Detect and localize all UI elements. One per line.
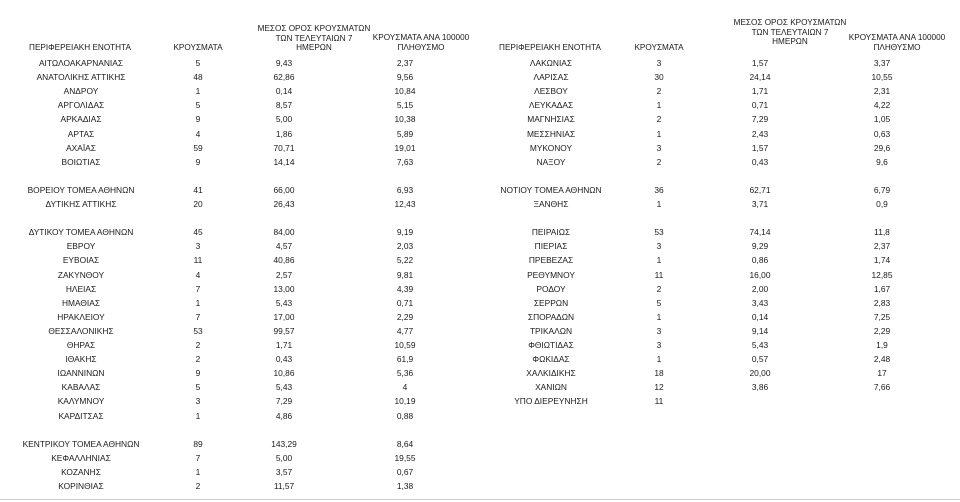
cell-avg7: 9,29 — [751, 241, 769, 252]
cell-per100k: 5,36 — [396, 368, 414, 379]
cell-cases: 1 — [195, 297, 201, 308]
cell-cases: 2 — [195, 340, 201, 350]
cell-per100k: 2,37 — [873, 241, 891, 252]
cell-avg7: 24,14 — [749, 72, 771, 83]
cell-per100k: 2,48 — [873, 354, 891, 365]
cell-region: ΠΡΕΒΕΖΑΣ — [528, 255, 574, 266]
cell-cases: 11 — [654, 269, 664, 280]
cell-region: ΚΕΦΑΛΛΗΝΙΑΣ — [51, 452, 111, 463]
page-bottom-edge — [0, 499, 960, 500]
cell-per100k: 6,93 — [396, 184, 414, 195]
cell-region: ΑΡΓΟΛΙΔΑΣ — [57, 100, 105, 111]
cell-cases: 53 — [193, 325, 203, 336]
header-region-right: ΠΕΡΙΦΕΡΕΙΑΚΗ ΕΝΟΤΗΤΑ — [499, 43, 601, 52]
cell-avg7: 0,14 — [751, 311, 769, 322]
cell-avg7: 5,43 — [275, 297, 293, 308]
cell-cases: 2 — [656, 86, 662, 97]
cell-avg7: 11,57 — [273, 481, 295, 491]
cell-cases: 3 — [656, 340, 662, 350]
cell-per100k: 5,15 — [396, 100, 414, 111]
cell-per100k: 9,6 — [876, 156, 888, 167]
cell-avg7: 40,86 — [273, 255, 295, 266]
header-avg7-left: ΜΕΣΟΣ ΟΡΟΣ ΚΡΟΥΣΜΑΤΩΝ ΤΩΝ ΤΕΛΕΥΤΑΙΩΝ 7 ΗΜΕΡΩΝ — [257, 24, 371, 52]
cell-per100k: 9,81 — [396, 269, 414, 280]
cell-region: ΘΕΣΣΑΛΟΝΙΚΗΣ — [48, 325, 114, 336]
cell-avg7: 4,57 — [275, 241, 293, 252]
cell-region: ΚΑΒΑΛΑΣ — [61, 382, 101, 393]
cell-region: ΧΑΛΚΙΔΙΚΗΣ — [526, 368, 576, 379]
cell-per100k: 19,55 — [394, 452, 416, 463]
cell-region: ΛΑΡΙΣΑΣ — [533, 72, 569, 83]
cell-region: ΞΑΝΘΗΣ — [533, 199, 569, 209]
cell-avg7: 3,86 — [751, 382, 769, 393]
header-per100k-right: ΚΡΟΥΣΜΑΤΑ ΑΝΑ 100000 ΠΛΗΘΥΣΜΟ — [848, 33, 946, 52]
cell-avg7: 0,86 — [751, 255, 769, 266]
cell-region: ΔΥΤΙΚΗΣ ΑΤΤΙΚΗΣ — [45, 199, 117, 209]
cell-avg7: 4,86 — [275, 410, 293, 421]
cell-cases: 9 — [195, 114, 201, 125]
cell-region: ΑΡΚΑΔΙΑΣ — [60, 114, 102, 125]
cell-cases: 48 — [193, 72, 203, 83]
cell-region: ΔΥΤΙΚΟΥ ΤΟΜΕΑ ΑΘΗΝΩΝ — [28, 227, 134, 238]
cell-per100k: 0,88 — [396, 410, 414, 421]
cell-region: ΜΥΚΟΝΟΥ — [529, 142, 573, 153]
cell-per100k: 19,01 — [394, 142, 416, 153]
cell-cases: 7 — [195, 283, 201, 294]
cell-region: ΑΝΑΤΟΛΙΚΗΣ ΑΤΤΙΚΗΣ — [36, 72, 126, 83]
cell-avg7: 13,00 — [273, 283, 295, 294]
cell-avg7: 20,00 — [749, 368, 771, 379]
cell-per100k: 8,64 — [396, 438, 414, 449]
cell-cases: 1 — [656, 100, 662, 111]
cell-avg7: 99,57 — [273, 325, 295, 336]
cell-per100k: 10,84 — [394, 86, 416, 97]
cell-region: ΜΑΓΝΗΣΙΑΣ — [527, 114, 575, 125]
cell-cases: 18 — [654, 368, 664, 379]
cell-per100k: 10,19 — [394, 396, 416, 407]
cell-region: ΧΑΝΙΩΝ — [535, 382, 567, 393]
cell-avg7: 8,57 — [275, 100, 293, 111]
cell-per100k: 4,39 — [396, 283, 414, 294]
cell-avg7: 74,14 — [749, 227, 771, 238]
cell-region: ΘΗΡΑΣ — [66, 340, 96, 350]
cell-cases: 12 — [654, 382, 664, 393]
cell-per100k: 7,25 — [873, 311, 891, 322]
cell-region: ΚΑΡΔΙΤΣΑΣ — [58, 410, 104, 421]
cell-per100k: 10,38 — [394, 114, 416, 125]
cell-avg7: 0,43 — [751, 156, 769, 167]
cell-avg7: 84,00 — [273, 227, 295, 238]
cell-per100k: 2,83 — [873, 297, 891, 308]
cell-per100k: 12,43 — [394, 199, 416, 209]
cell-avg7: 26,43 — [273, 199, 295, 209]
cell-cases: 7 — [195, 311, 201, 322]
cell-cases: 1 — [195, 86, 201, 97]
cell-cases: 9 — [195, 156, 201, 167]
header-cases-right: ΚΡΟΥΣΜΑΤΑ — [634, 43, 684, 52]
cell-cases: 11 — [654, 396, 664, 407]
cell-avg7: 17,00 — [273, 311, 295, 322]
cell-cases: 3 — [656, 142, 662, 153]
cell-region: ΑΝΔΡΟΥ — [63, 86, 99, 97]
cell-cases: 9 — [195, 368, 201, 379]
cell-region: ΡΕΘΥΜΝΟΥ — [527, 269, 575, 280]
cell-cases: 20 — [193, 199, 203, 209]
cell-per100k: 10,59 — [394, 340, 416, 350]
cell-cases: 41 — [193, 184, 203, 195]
cell-region: ΛΕΥΚΑΔΑΣ — [528, 100, 574, 111]
cell-region: ΗΜΑΘΙΑΣ — [61, 297, 101, 308]
cell-region: ΑΡΤΑΣ — [67, 128, 95, 139]
cell-per100k: 0,63 — [873, 128, 891, 139]
cell-region: ΕΥΒΟΙΑΣ — [62, 255, 100, 266]
cell-region: ΣΠΟΡΑΔΩΝ — [527, 311, 575, 322]
cell-cases: 2 — [195, 481, 201, 491]
cell-avg7: 0,71 — [751, 100, 769, 111]
cell-per100k: 1,05 — [873, 114, 891, 125]
cell-region: ΙΘΑΚΗΣ — [65, 354, 97, 365]
cell-region: ΑΧΑΪΑΣ — [66, 142, 96, 153]
cell-region: ΕΒΡΟΥ — [66, 241, 96, 252]
cell-avg7: 0,57 — [751, 354, 769, 365]
cell-cases: 3 — [656, 241, 662, 252]
cell-avg7: 1,57 — [751, 142, 769, 153]
cell-cases: 1 — [656, 128, 662, 139]
cell-region: ΥΠΟ ΔΙΕΡΕΥΝΗΣΗ — [514, 396, 588, 407]
cell-per100k: 2,03 — [396, 241, 414, 252]
cell-region: ΚΟΡΙΝΘΙΑΣ — [58, 481, 104, 491]
cell-avg7: 7,29 — [275, 396, 293, 407]
cell-cases: 89 — [193, 438, 203, 449]
cell-avg7: 5,43 — [751, 340, 769, 350]
cell-cases: 1 — [195, 466, 201, 477]
cell-per100k: 5,22 — [396, 255, 414, 266]
cell-avg7: 62,86 — [273, 72, 295, 83]
cell-per100k: 3,37 — [873, 58, 891, 68]
cell-cases: 7 — [195, 452, 201, 463]
cell-cases: 3 — [195, 396, 201, 407]
cell-region: ΠΕΙΡΑΙΩΣ — [531, 227, 571, 238]
cell-avg7: 1,57 — [751, 58, 769, 68]
cell-region: ΗΛΕΙΑΣ — [65, 283, 97, 294]
cell-per100k: 0,67 — [396, 466, 414, 477]
cell-region: ΤΡΙΚΑΛΩΝ — [529, 325, 573, 336]
cell-cases: 3 — [656, 58, 662, 68]
cell-cases: 4 — [195, 128, 201, 139]
cell-avg7: 3,57 — [275, 466, 293, 477]
cell-cases: 1 — [656, 255, 662, 266]
cell-region: ΛΕΣΒΟΥ — [534, 86, 568, 97]
cell-avg7: 0,43 — [275, 354, 293, 365]
cell-avg7: 143,29 — [271, 438, 297, 449]
cell-per100k: 29,6 — [873, 142, 891, 153]
cell-avg7: 0,14 — [275, 86, 293, 97]
cell-region: ΒΟΙΩΤΙΑΣ — [61, 156, 101, 167]
cell-avg7: 7,29 — [751, 114, 769, 125]
cell-region: ΙΩΑΝΝΙΝΩΝ — [57, 368, 105, 379]
cell-avg7: 5,43 — [275, 382, 293, 393]
cell-avg7: 3,43 — [751, 297, 769, 308]
cell-avg7: 1,86 — [275, 128, 293, 139]
cell-per100k: 17 — [877, 368, 887, 379]
cell-avg7: 1,71 — [751, 86, 769, 97]
cell-region: ΚΑΛΥΜΝΟΥ — [57, 396, 105, 407]
cell-per100k: 9,19 — [396, 227, 414, 238]
cell-region: ΦΩΚΙΔΑΣ — [532, 354, 570, 365]
cell-per100k: 7,66 — [873, 382, 891, 393]
cell-cases: 2 — [656, 156, 662, 167]
cell-cases: 36 — [654, 184, 664, 195]
cell-per100k: 12,85 — [871, 269, 893, 280]
cell-per100k: 1,9 — [876, 340, 888, 350]
cell-region: ΡΟΔΟΥ — [536, 283, 566, 294]
cell-region: ΝΟΤΙΟΥ ΤΟΜΕΑ ΑΘΗΝΩΝ — [500, 184, 602, 195]
cell-per100k: 2,31 — [873, 86, 891, 97]
cell-per100k: 1,74 — [873, 255, 891, 266]
cell-cases: 2 — [656, 114, 662, 125]
cell-per100k: 1,38 — [396, 481, 414, 491]
cell-cases: 1 — [656, 354, 662, 365]
header-cases-left: ΚΡΟΥΣΜΑΤΑ — [173, 43, 223, 52]
cell-per100k: 2,29 — [396, 311, 414, 322]
header-avg7-right: ΜΕΣΟΣ ΟΡΟΣ ΚΡΟΥΣΜΑΤΩΝ ΤΩΝ ΤΕΛΕΥΤΑΙΩΝ 7 ΗΜΕΡΩΝ — [733, 18, 847, 46]
cell-avg7: 3,71 — [751, 199, 769, 209]
cell-avg7: 62,71 — [749, 184, 771, 195]
cell-per100k: 2,37 — [396, 58, 414, 68]
cell-region: ΦΘΙΩΤΙΔΑΣ — [528, 340, 574, 350]
cell-avg7: 14,14 — [273, 156, 295, 167]
cell-avg7: 16,00 — [749, 269, 771, 280]
cell-per100k: 1,67 — [873, 283, 891, 294]
cell-region: ΒΟΡΕΙΟΥ ΤΟΜΕΑ ΑΘΗΝΩΝ — [27, 184, 135, 195]
cell-per100k: 7,63 — [396, 156, 414, 167]
cell-avg7: 2,43 — [751, 128, 769, 139]
cell-per100k: 0,9 — [876, 199, 888, 209]
cell-region: ΛΑΚΩΝΙΑΣ — [529, 58, 573, 68]
cell-cases: 53 — [654, 227, 664, 238]
cell-per100k: 10,55 — [871, 72, 893, 83]
cell-per100k: 9,56 — [396, 72, 414, 83]
cell-per100k: 11,8 — [874, 227, 890, 238]
header-per100k-left: ΚΡΟΥΣΜΑΤΑ ΑΝΑ 100000 ΠΛΗΘΥΣΜΟ — [372, 33, 470, 52]
cell-region: ΣΕΡΡΩΝ — [533, 297, 569, 308]
cell-region: ΠΙΕΡΙΑΣ — [534, 241, 568, 252]
cell-region: ΑΙΤΩΛΟΑΚΑΡΝΑΝΙΑΣ — [38, 58, 124, 68]
cell-cases: 30 — [654, 72, 664, 83]
cell-cases: 3 — [195, 241, 201, 252]
cell-avg7: 70,71 — [273, 142, 295, 153]
cell-region: ΚΟΖΑΝΗΣ — [61, 466, 101, 477]
cell-avg7: 5,00 — [275, 114, 293, 125]
cell-region: ΖΑΚΥΝΘΟΥ — [57, 269, 105, 280]
cell-per100k: 4 — [402, 382, 408, 393]
cell-cases: 5 — [195, 382, 201, 393]
cell-avg7: 66,00 — [273, 184, 295, 195]
cell-cases: 5 — [195, 100, 201, 111]
cell-region: ΜΕΣΣΗΝΙΑΣ — [526, 128, 576, 139]
cell-cases: 5 — [195, 58, 201, 68]
cell-cases: 2 — [656, 283, 662, 294]
cell-region: ΚΕΝΤΡΙΚΟΥ ΤΟΜΕΑ ΑΘΗΝΩΝ — [22, 438, 140, 449]
cell-cases: 45 — [193, 227, 203, 238]
cell-avg7: 2,00 — [751, 283, 769, 294]
cell-cases: 4 — [195, 269, 201, 280]
cell-avg7: 10,86 — [273, 368, 295, 379]
cell-region: ΗΡΑΚΛΕΙΟΥ — [57, 311, 105, 322]
cell-per100k: 5,89 — [396, 128, 414, 139]
cell-cases: 1 — [195, 410, 201, 421]
header-region-left: ΠΕΡΙΦΕΡΕΙΑΚΗ ΕΝΟΤΗΤΑ — [29, 43, 131, 52]
cell-per100k: 4,77 — [396, 325, 414, 336]
cell-avg7: 9,14 — [751, 325, 769, 336]
cell-per100k: 61,9 — [396, 354, 414, 365]
cell-per100k: 2,29 — [873, 325, 891, 336]
cell-cases: 59 — [193, 142, 203, 153]
cell-avg7: 2,57 — [275, 269, 293, 280]
cell-cases: 1 — [656, 199, 662, 209]
cell-per100k: 4,22 — [873, 100, 891, 111]
cell-cases: 3 — [656, 325, 662, 336]
cell-region: ΝΑΞΟΥ — [536, 156, 566, 167]
cell-avg7: 1,71 — [275, 340, 293, 350]
cell-avg7: 9,43 — [275, 58, 293, 68]
cell-per100k: 6,79 — [873, 184, 891, 195]
cell-avg7: 5,00 — [275, 452, 293, 463]
cell-cases: 11 — [193, 255, 203, 266]
cell-cases: 2 — [195, 354, 201, 365]
cell-cases: 1 — [656, 311, 662, 322]
cell-cases: 5 — [656, 297, 662, 308]
cell-per100k: 0,71 — [396, 297, 414, 308]
